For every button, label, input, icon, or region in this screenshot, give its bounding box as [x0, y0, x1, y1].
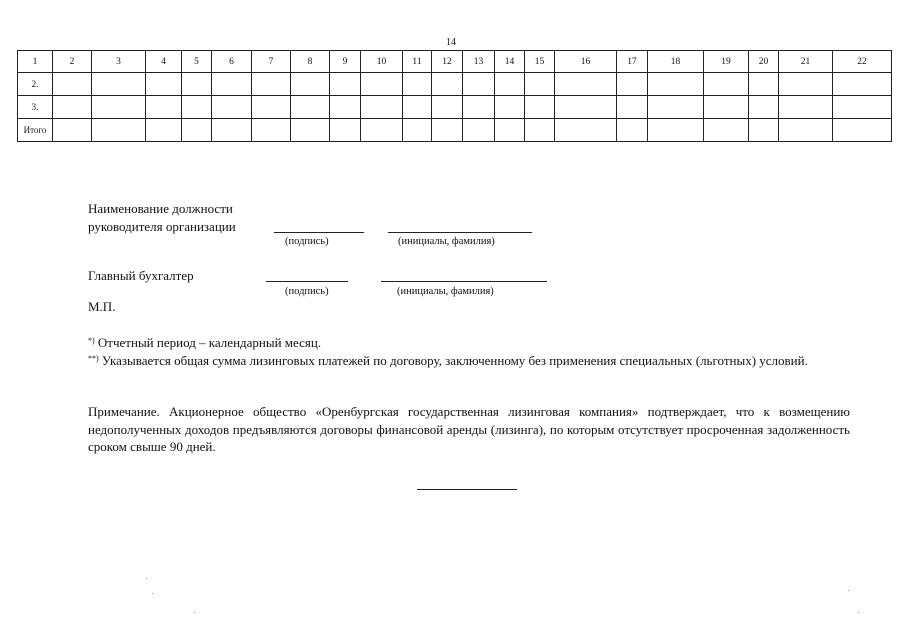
- head-name-line: [388, 232, 532, 233]
- column-number-cell: 11: [403, 51, 432, 73]
- column-number-cell: 6: [212, 51, 252, 73]
- footnote-2-text: Указывается общая сумма лизинговых платежей по договору, заключенному без применения специальных (льготных) условий.: [98, 353, 808, 368]
- column-number-cell: 8: [291, 51, 330, 73]
- column-number-cell: 12: [432, 51, 463, 73]
- table-cell: [432, 119, 463, 142]
- column-number-cell: 16: [555, 51, 617, 73]
- head-title-line2: руководителя организации: [88, 219, 236, 234]
- table-cell: [53, 96, 92, 119]
- table-cell: [361, 96, 403, 119]
- table-cell: [330, 73, 361, 96]
- column-number-cell: 19: [704, 51, 749, 73]
- table-cell: [495, 73, 525, 96]
- table-cell: [833, 73, 892, 96]
- scan-speck: [858, 612, 859, 613]
- column-number-cell: 2: [53, 51, 92, 73]
- column-number-cell: 21: [779, 51, 833, 73]
- table-cell: [779, 73, 833, 96]
- table-cell: [212, 119, 252, 142]
- column-number-cell: 18: [648, 51, 704, 73]
- column-number-cell: 14: [495, 51, 525, 73]
- scan-speck: [194, 612, 195, 613]
- column-number-cell: 3: [92, 51, 146, 73]
- table-cell: [555, 119, 617, 142]
- table-cell: [555, 96, 617, 119]
- table-cell: [361, 119, 403, 142]
- table-row: [18, 73, 892, 96]
- table-cell: [525, 96, 555, 119]
- table-cell: [495, 96, 525, 119]
- table-cell: [212, 96, 252, 119]
- footnote-1-mark: *): [88, 336, 95, 345]
- table-cell: [146, 119, 182, 142]
- column-number-cell: 1: [18, 51, 53, 73]
- table-row: [18, 96, 892, 119]
- table-cell: [146, 73, 182, 96]
- table-cell: [403, 73, 432, 96]
- head-title: [88, 200, 236, 236]
- table-cell: [361, 73, 403, 96]
- footnote-2: [88, 352, 850, 370]
- table-cell: [617, 96, 648, 119]
- accountant-name-caption: (инициалы, фамилия): [397, 286, 494, 297]
- table-cell: [463, 96, 495, 119]
- footnote-2-mark: **): [88, 354, 99, 363]
- table-cell: [833, 96, 892, 119]
- column-number-cell: 20: [749, 51, 779, 73]
- table-cell: [525, 73, 555, 96]
- accountant-signature-line: [266, 281, 348, 282]
- column-number-cell: 5: [182, 51, 212, 73]
- table-cell: [648, 73, 704, 96]
- table-cell: [704, 73, 749, 96]
- scan-speck: [848, 590, 849, 591]
- end-rule: [417, 489, 517, 490]
- table-cell: [252, 119, 291, 142]
- head-title-line1: Наименование должности: [88, 201, 233, 216]
- table-row: [18, 119, 892, 142]
- table-cell: [617, 119, 648, 142]
- table-cell: [252, 73, 291, 96]
- table-cell: [182, 96, 212, 119]
- table-cell: [463, 73, 495, 96]
- column-number-cell: 17: [617, 51, 648, 73]
- table-cell: [749, 119, 779, 142]
- table-cell: [704, 96, 749, 119]
- table-cell: [833, 119, 892, 142]
- table-cell: [432, 73, 463, 96]
- table-cell: [146, 96, 182, 119]
- column-number-cell: 22: [833, 51, 892, 73]
- table-cell: [291, 96, 330, 119]
- column-number-cell: 4: [146, 51, 182, 73]
- scan-speck: [146, 578, 147, 579]
- table-cell: [403, 96, 432, 119]
- table-cell: [182, 73, 212, 96]
- data-table: [17, 50, 892, 142]
- column-number-cell: 9: [330, 51, 361, 73]
- table-cell: [704, 119, 749, 142]
- column-number-cell: 10: [361, 51, 403, 73]
- table-cell: [182, 119, 212, 142]
- table-cell: [525, 119, 555, 142]
- column-number-cell: 13: [463, 51, 495, 73]
- table-cell: [252, 96, 291, 119]
- table-cell: [495, 119, 525, 142]
- table-cell: [212, 73, 252, 96]
- note-paragraph: Примечание. Акционерное общество «Оренбургская государственная лизинговая компания» подтверждает, что к возмещению недополученных доходов предъявляются договоры финансовой аренды (лизинга), по которым отсутствует просроченная задолженность сроком свыше 90 дней.: [88, 404, 850, 454]
- table-header-row: [18, 51, 892, 73]
- accountant-signature-caption: (подпись): [285, 286, 329, 297]
- head-signature-line: [274, 232, 364, 233]
- table-cell: [403, 119, 432, 142]
- row-label-cell: 3.: [18, 96, 53, 119]
- footnote-1-text: Отчетный период – календарный месяц.: [94, 335, 322, 350]
- row-label-cell: 2.: [18, 73, 53, 96]
- table-cell: [291, 73, 330, 96]
- table-cell: [555, 73, 617, 96]
- table-cell: [463, 119, 495, 142]
- page-number: 14: [446, 37, 456, 48]
- head-signature-caption: (подпись): [285, 236, 329, 247]
- table-cell: [291, 119, 330, 142]
- accountant-name-line: [381, 281, 547, 282]
- table-cell: [53, 119, 92, 142]
- table-cell: [749, 96, 779, 119]
- table-cell: [617, 73, 648, 96]
- scan-speck: [152, 593, 153, 594]
- table-cell: [779, 119, 833, 142]
- table-cell: [92, 73, 146, 96]
- table-cell: [648, 119, 704, 142]
- table-cell: [53, 73, 92, 96]
- stamp-placeholder: М.П.: [88, 299, 116, 314]
- footnote-1: [88, 334, 850, 352]
- table-cell: [330, 119, 361, 142]
- table-cell: [330, 96, 361, 119]
- column-number-cell: 7: [252, 51, 291, 73]
- table-cell: [432, 96, 463, 119]
- head-name-caption: (инициалы, фамилия): [398, 236, 495, 247]
- table-cell: [779, 96, 833, 119]
- row-label-cell: Итого: [18, 119, 53, 142]
- table-cell: [648, 96, 704, 119]
- table-cell: [92, 119, 146, 142]
- table-cell: [749, 73, 779, 96]
- column-number-cell: 15: [525, 51, 555, 73]
- accountant-title: Главный бухгалтер: [88, 268, 194, 283]
- table-cell: [92, 96, 146, 119]
